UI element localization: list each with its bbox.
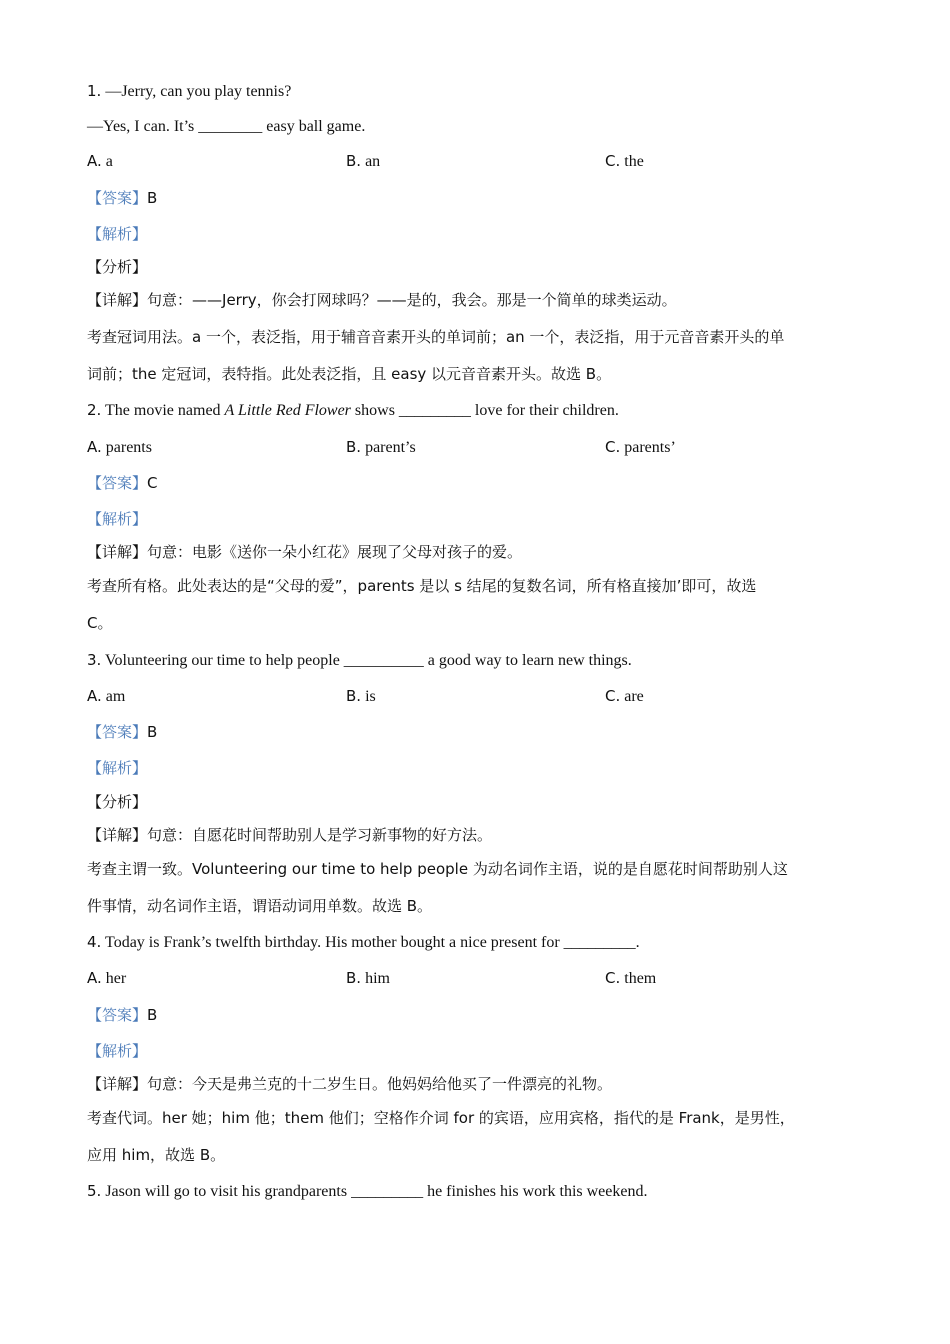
text-segment: Today is Frank’s twelfth birthday. His mother bought a nice present for _________. [105, 934, 640, 951]
answer-tag: 【答案】 [87, 474, 148, 492]
q3-analysis-tag: 【解析】 [87, 759, 148, 777]
text-segment: 5. [87, 1182, 102, 1200]
text-segment: parents [105, 439, 152, 456]
q1-stem [87, 81, 291, 102]
text-segment: 【详解】 [87, 1075, 148, 1093]
answer-value: C [147, 474, 158, 492]
answer-value: B [147, 723, 158, 741]
q2-analysis-tag: 【解析】 [87, 510, 148, 528]
text-segment: A. [87, 152, 102, 170]
text-segment: 【详解】 [87, 826, 148, 844]
q5-stem [87, 1181, 647, 1202]
text-segment: 2. [87, 401, 102, 419]
q2-stem [87, 400, 619, 421]
text-segment: 4. [87, 933, 102, 951]
text-segment: 【详解】 [87, 291, 148, 309]
answer-tag: 【答案】 [87, 723, 148, 741]
text-segment: 【详解】 [87, 543, 148, 561]
text-segment: an [365, 153, 381, 170]
text-segment: B. [346, 687, 362, 705]
text-segment: Jason will go to visit his grandparents _________ he finishes his work this weekend. [105, 1183, 648, 1200]
text-segment: him [365, 970, 390, 987]
q4-stem [87, 932, 640, 953]
q1-analysis-tag: 【解析】 [87, 225, 148, 243]
text-segment: the [624, 153, 644, 170]
answer-tag: 【答案】 [87, 1006, 148, 1024]
text-segment: 1. [87, 82, 102, 100]
movie-title: A Little Red Flower [224, 402, 351, 419]
text-segment: am [105, 688, 126, 705]
q1-detail [87, 290, 677, 310]
text-segment: are [624, 688, 644, 705]
q3-option-a [87, 686, 125, 707]
q2-explanation-1: 考查所有格。此处表达的是“父母的爱”，parents 是以 s 结尾的复数名词，所有格直接加’即可，故选 [87, 577, 757, 595]
q1-fenxi-tag: 【分析】 [87, 258, 148, 276]
text-segment: a [105, 153, 113, 170]
q1-option-a [87, 151, 113, 172]
text-segment: them [624, 970, 657, 987]
q3-option-c [605, 686, 644, 707]
text-segment: A. [87, 969, 102, 987]
q2-option-a [87, 437, 152, 458]
text-segment: parent’s [365, 439, 416, 456]
q3-explanation-2: 件事情，动名词作主语，谓语动词用单数。故选 B。 [87, 897, 433, 915]
q3-option-b [346, 686, 376, 707]
q4-option-a [87, 968, 126, 989]
text-segment: A. [87, 438, 102, 456]
answer-tag: 【答案】 [87, 189, 148, 207]
text-segment: Volunteering our time to help people __________ a good way to learn new things. [105, 652, 632, 669]
text-segment: A. [87, 687, 102, 705]
text-segment: 句意：电影《送你一朵小红花》展现了父母对孩子的爱。 [147, 543, 523, 561]
text-segment: B. [346, 438, 362, 456]
text-segment: parents’ [624, 439, 676, 456]
text-segment: B. [346, 969, 362, 987]
q2-answer [87, 473, 158, 493]
q3-answer [87, 722, 157, 742]
text-segment: C. [605, 438, 621, 456]
text-segment: —Jerry, can you play tennis? [105, 83, 292, 100]
text-segment: C. [605, 687, 621, 705]
q4-explanation-2: 应用 him，故选 B。 [87, 1146, 226, 1164]
q2-detail [87, 542, 522, 562]
q1-explanation-1: 考查冠词用法。a 一个，表泛指，用于辅音音素开头的单词前；an 一个，表泛指，用于元音音素开头的单 [87, 328, 785, 346]
text-segment: 句意：今天是弗兰克的十二岁生日。他妈妈给他买了一件漂亮的礼物。 [147, 1075, 613, 1093]
q1-answer [87, 188, 157, 208]
q2-option-b [346, 437, 416, 458]
q4-detail [87, 1074, 612, 1094]
text-segment: 句意：——Jerry，你会打网球吗？——是的，我会。那是一个简单的球类运动。 [147, 291, 677, 309]
q2-option-c [605, 437, 676, 458]
text-segment: 3. [87, 651, 102, 669]
q4-explanation-1: 考查代词。her 她；him 他；them 他们；空格作介词 for 的宾语，应用宾格，指代的是 Frank，是男性， [87, 1109, 795, 1127]
answer-value: B [147, 1006, 158, 1024]
text-segment: 句意：自愿花时间帮助别人是学习新事物的好方法。 [147, 826, 493, 844]
q1-option-b [346, 151, 380, 172]
q4-answer [87, 1005, 157, 1025]
q4-option-c [605, 968, 656, 989]
q2-explanation-2: C。 [87, 614, 113, 632]
q3-fenxi-tag: 【分析】 [87, 793, 148, 811]
q3-stem [87, 650, 632, 671]
q3-detail [87, 825, 492, 845]
text-segment: B. [346, 152, 362, 170]
text-segment: her [105, 970, 127, 987]
q1-stem-2: —Yes, I can. It’s ________ easy ball game. [87, 118, 366, 135]
q4-analysis-tag: 【解析】 [87, 1042, 148, 1060]
text-segment: shows _________ love for their children. [350, 402, 619, 419]
text-segment: is [365, 688, 376, 705]
q3-explanation-1: 考查主谓一致。Volunteering our time to help people 为动名词作主语，说的是自愿花时间帮助别人这 [87, 860, 788, 878]
q1-explanation-2: 词前；the 定冠词，表特指。此处表泛指，且 easy 以元音音素开头。故选 B。 [87, 365, 612, 383]
answer-value: B [147, 189, 158, 207]
text-segment: The movie named [105, 402, 225, 419]
q1-option-c [605, 151, 644, 172]
text-segment: C. [605, 969, 621, 987]
q4-option-b [346, 968, 390, 989]
text-segment: C. [605, 152, 621, 170]
